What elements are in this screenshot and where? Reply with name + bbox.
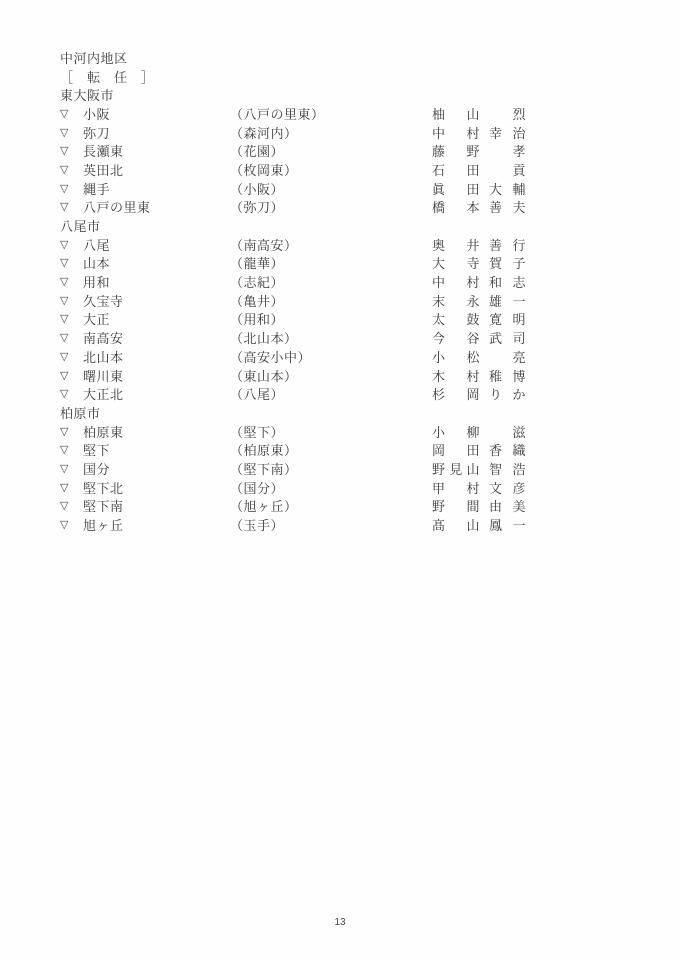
triangle-down-icon: ▽ [60, 462, 69, 475]
name-char: 治 [512, 125, 526, 141]
name-char: 文 [489, 480, 503, 496]
teacher-given-name [489, 291, 526, 310]
name-char: 髙 [432, 518, 446, 534]
school-name: 八尾 [83, 237, 111, 253]
name-char: 藤 [432, 144, 446, 160]
name-char: 本 [466, 200, 480, 216]
teacher-surname [432, 291, 480, 310]
name-char: 松 [466, 349, 480, 365]
school-name: 国分 [83, 461, 111, 477]
transfer-row [60, 440, 626, 459]
transfer-row [60, 291, 626, 310]
school-name: 山本 [83, 256, 111, 272]
transfer-row [60, 104, 626, 123]
name-char: 輔 [512, 181, 526, 197]
teacher-surname [432, 123, 480, 142]
transfer-row [60, 160, 626, 179]
triangle-down-icon: ▽ [60, 182, 69, 195]
previous-school: （堅下） [230, 424, 285, 440]
previous-school: （小阪） [230, 181, 285, 197]
school-name: 弥刀 [83, 125, 111, 141]
name-char: 山 [466, 461, 480, 477]
district-heading: 中河内地区 [60, 50, 128, 66]
school-name: 縄手 [83, 181, 111, 197]
transfer-row [60, 254, 626, 273]
name-char: 博 [512, 368, 526, 384]
city-header: 東大阪市 [60, 88, 115, 104]
name-char: 智 [489, 461, 503, 477]
name-char: 山 [466, 106, 480, 122]
school-name: 旭ヶ丘 [83, 518, 124, 534]
teacher-surname [432, 160, 480, 179]
name-char: 野 [466, 144, 480, 160]
school-name: 堅下 [83, 443, 111, 459]
teacher-name [432, 197, 526, 216]
name-char: 村 [466, 368, 480, 384]
name-char: 岡 [466, 387, 480, 403]
transfer-row [60, 347, 626, 366]
name-char: 奥 [432, 237, 446, 253]
triangle-down-icon: ▽ [60, 519, 69, 532]
teacher-given-name [489, 123, 526, 142]
teacher-name [432, 422, 526, 441]
transfer-row [60, 141, 626, 160]
teacher-name [432, 104, 526, 123]
teacher-name [432, 141, 526, 160]
teacher-surname [432, 440, 480, 459]
name-char: 織 [512, 443, 526, 459]
previous-school: （弥刀） [230, 200, 285, 216]
school-name: 八戸の里東 [83, 200, 151, 216]
teacher-given-name [489, 179, 526, 198]
previous-school: （八戸の里東） [230, 106, 325, 122]
teacher-given-name [489, 459, 526, 478]
teacher-surname [432, 272, 480, 291]
teacher-given-name [489, 104, 526, 123]
teacher-name [432, 459, 526, 478]
teacher-surname [432, 478, 480, 497]
name-char: 山 [466, 518, 480, 534]
teacher-name [432, 291, 526, 310]
previous-school: （八尾） [230, 387, 285, 403]
teacher-given-name [489, 384, 526, 403]
teacher-name [432, 347, 526, 366]
name-char: 寛 [489, 312, 503, 328]
name-char: 村 [466, 125, 480, 141]
name-char: 谷 [466, 331, 480, 347]
transfer-row [60, 366, 626, 385]
triangle-down-icon: ▽ [60, 388, 69, 401]
previous-school: （東山本） [230, 368, 298, 384]
name-char: 夫 [512, 200, 526, 216]
previous-school: （南高安） [230, 237, 298, 253]
school-name: 堅下北 [83, 480, 124, 496]
transfer-row [60, 272, 626, 291]
school-name: 英田北 [83, 162, 124, 178]
triangle-down-icon: ▽ [60, 313, 69, 326]
teacher-name [432, 272, 526, 291]
teacher-name [432, 478, 526, 497]
teacher-name [432, 384, 526, 403]
name-char: 村 [466, 480, 480, 496]
school-name: 久宝寺 [83, 293, 124, 309]
teacher-given-name [489, 253, 526, 272]
teacher-surname [432, 422, 480, 441]
previous-school: （枚岡東） [230, 162, 298, 178]
name-char: 行 [512, 237, 526, 253]
previous-school: （高安小中） [230, 349, 312, 365]
triangle-down-icon: ▽ [60, 332, 69, 345]
name-char: 大 [489, 181, 503, 197]
triangle-down-icon: ▽ [60, 201, 69, 214]
name-char: 間 [466, 499, 480, 515]
name-char: 鼓 [466, 312, 480, 328]
triangle-down-icon: ▽ [60, 257, 69, 270]
teacher-given-name [489, 366, 526, 385]
city-header: 八尾市 [60, 219, 101, 235]
name-char: 野 [432, 461, 446, 477]
teacher-surname [432, 197, 480, 216]
teacher-given-name [489, 160, 526, 179]
name-char: 杉 [432, 387, 446, 403]
teacher-name [432, 160, 526, 179]
name-char: 由 [489, 499, 503, 515]
triangle-down-icon: ▽ [60, 350, 69, 363]
name-char: 永 [466, 293, 480, 309]
school-name: 柏原東 [83, 424, 124, 440]
teacher-name [432, 328, 526, 347]
document-page [60, 48, 626, 534]
teacher-surname [432, 515, 480, 534]
name-char: 井 [466, 237, 480, 253]
name-char: 木 [432, 368, 446, 384]
teacher-given-name [489, 328, 526, 347]
name-char: 和 [489, 275, 503, 291]
transfer-row [60, 198, 626, 217]
previous-school: （志紀） [230, 275, 285, 291]
name-char: り [489, 387, 503, 403]
name-char: 一 [512, 293, 526, 309]
teacher-name [432, 123, 526, 142]
teacher-surname [432, 235, 480, 254]
name-char: 貢 [512, 162, 526, 178]
triangle-down-icon: ▽ [60, 238, 69, 251]
teacher-given-name [489, 440, 526, 459]
school-name: 大正 [83, 312, 111, 328]
teacher-name [432, 440, 526, 459]
previous-school: （龍華） [230, 256, 285, 272]
name-char: 小 [432, 349, 446, 365]
name-char: 柳 [466, 424, 480, 440]
teacher-given-name [489, 347, 526, 366]
triangle-down-icon: ▽ [60, 369, 69, 382]
name-char: 浩 [512, 461, 526, 477]
name-char: 末 [432, 293, 446, 309]
name-char: 村 [466, 275, 480, 291]
name-char: 橋 [432, 200, 446, 216]
school-name: 北山本 [83, 349, 124, 365]
school-name: 南高安 [83, 331, 124, 347]
name-char: 見 [449, 461, 463, 477]
name-char: か [512, 387, 526, 403]
school-name: 小阪 [83, 106, 111, 122]
transfer-row [60, 459, 626, 478]
name-char: 烈 [512, 106, 526, 122]
teacher-given-name [489, 515, 526, 534]
teacher-name [432, 253, 526, 272]
triangle-down-icon: ▽ [60, 126, 69, 139]
teacher-name [432, 515, 526, 534]
teacher-given-name [489, 272, 526, 291]
name-char: 柚 [432, 106, 446, 122]
teacher-name [432, 366, 526, 385]
teacher-surname [432, 459, 480, 478]
teacher-surname [432, 496, 480, 515]
teacher-surname [432, 366, 480, 385]
name-char: 眞 [432, 181, 446, 197]
previous-school: （国分） [230, 480, 285, 496]
name-char: 岡 [432, 443, 446, 459]
transfer-row [60, 310, 626, 329]
teacher-given-name [489, 235, 526, 254]
page-number: 13 [334, 917, 346, 928]
name-char: 野 [432, 499, 446, 515]
teacher-name [432, 235, 526, 254]
section-label: ［ 転 任 ］ [60, 69, 155, 85]
transfer-row [60, 478, 626, 497]
triangle-down-icon: ▽ [60, 276, 69, 289]
teacher-surname [432, 253, 480, 272]
name-char: 中 [432, 275, 446, 291]
transfer-row [60, 235, 626, 254]
previous-school: （花園） [230, 144, 285, 160]
teacher-given-name [489, 422, 526, 441]
name-char: 大 [432, 256, 446, 272]
triangle-down-icon: ▽ [60, 481, 69, 494]
school-name: 曙川東 [83, 368, 124, 384]
name-char: 田 [466, 181, 480, 197]
previous-school: （森河内） [230, 125, 298, 141]
name-char: 司 [512, 331, 526, 347]
name-char: 稚 [489, 368, 503, 384]
name-char: 鳳 [489, 518, 503, 534]
name-char: 善 [489, 200, 503, 216]
name-char: 善 [489, 237, 503, 253]
name-char: 雄 [489, 293, 503, 309]
school-name: 堅下南 [83, 499, 124, 515]
previous-school: （柏原東） [230, 443, 298, 459]
school-name: 用和 [83, 275, 111, 291]
name-char: 香 [489, 443, 503, 459]
name-char: 甲 [432, 480, 446, 496]
teacher-given-name [489, 197, 526, 216]
triangle-down-icon: ▽ [60, 145, 69, 158]
name-char: 孝 [512, 144, 526, 160]
transfer-row [60, 328, 626, 347]
teacher-name [432, 309, 526, 328]
triangle-down-icon: ▽ [60, 500, 69, 513]
transfer-row [60, 123, 626, 142]
teacher-given-name [489, 496, 526, 515]
name-char: 明 [512, 312, 526, 328]
name-char: 一 [512, 518, 526, 534]
teacher-surname [432, 347, 480, 366]
previous-school: （旭ヶ丘） [230, 499, 298, 515]
teacher-surname [432, 384, 480, 403]
name-char: 賀 [489, 256, 503, 272]
teacher-surname [432, 309, 480, 328]
teacher-name [432, 496, 526, 515]
name-char: 寺 [466, 256, 480, 272]
previous-school: （堅下南） [230, 461, 298, 477]
previous-school: （用和） [230, 312, 285, 328]
name-char: 田 [466, 162, 480, 178]
triangle-down-icon: ▽ [60, 163, 69, 176]
name-char: 中 [432, 125, 446, 141]
name-char: 美 [512, 499, 526, 515]
teacher-name [432, 179, 526, 198]
name-char: 幸 [489, 125, 503, 141]
previous-school: （玉手） [230, 518, 285, 534]
name-char: 田 [466, 443, 480, 459]
triangle-down-icon: ▽ [60, 425, 69, 438]
name-char: 太 [432, 312, 446, 328]
name-char: 彦 [512, 480, 526, 496]
triangle-down-icon: ▽ [60, 107, 69, 120]
previous-school: （亀井） [230, 293, 285, 309]
name-char: 亮 [512, 349, 526, 365]
transfer-row [60, 179, 626, 198]
name-char: 武 [489, 331, 503, 347]
triangle-down-icon: ▽ [60, 294, 69, 307]
teacher-surname [432, 179, 480, 198]
transfer-row [60, 384, 626, 403]
triangle-down-icon: ▽ [60, 444, 69, 457]
teacher-surname [432, 328, 480, 347]
name-char: 滋 [512, 424, 526, 440]
previous-school: （北山本） [230, 331, 298, 347]
school-name: 長瀬東 [83, 144, 124, 160]
transfer-row [60, 515, 626, 534]
teacher-surname [432, 141, 480, 160]
name-char: 志 [512, 275, 526, 291]
teacher-given-name [489, 141, 526, 160]
transfer-list [60, 85, 626, 534]
school-name: 大正北 [83, 387, 124, 403]
name-char: 小 [432, 424, 446, 440]
transfer-row [60, 497, 626, 516]
teacher-given-name [489, 309, 526, 328]
name-char: 今 [432, 331, 446, 347]
name-char: 子 [512, 256, 526, 272]
city-header: 柏原市 [60, 405, 101, 421]
name-char: 石 [432, 162, 446, 178]
transfer-row [60, 422, 626, 441]
teacher-given-name [489, 478, 526, 497]
teacher-surname [432, 104, 480, 123]
